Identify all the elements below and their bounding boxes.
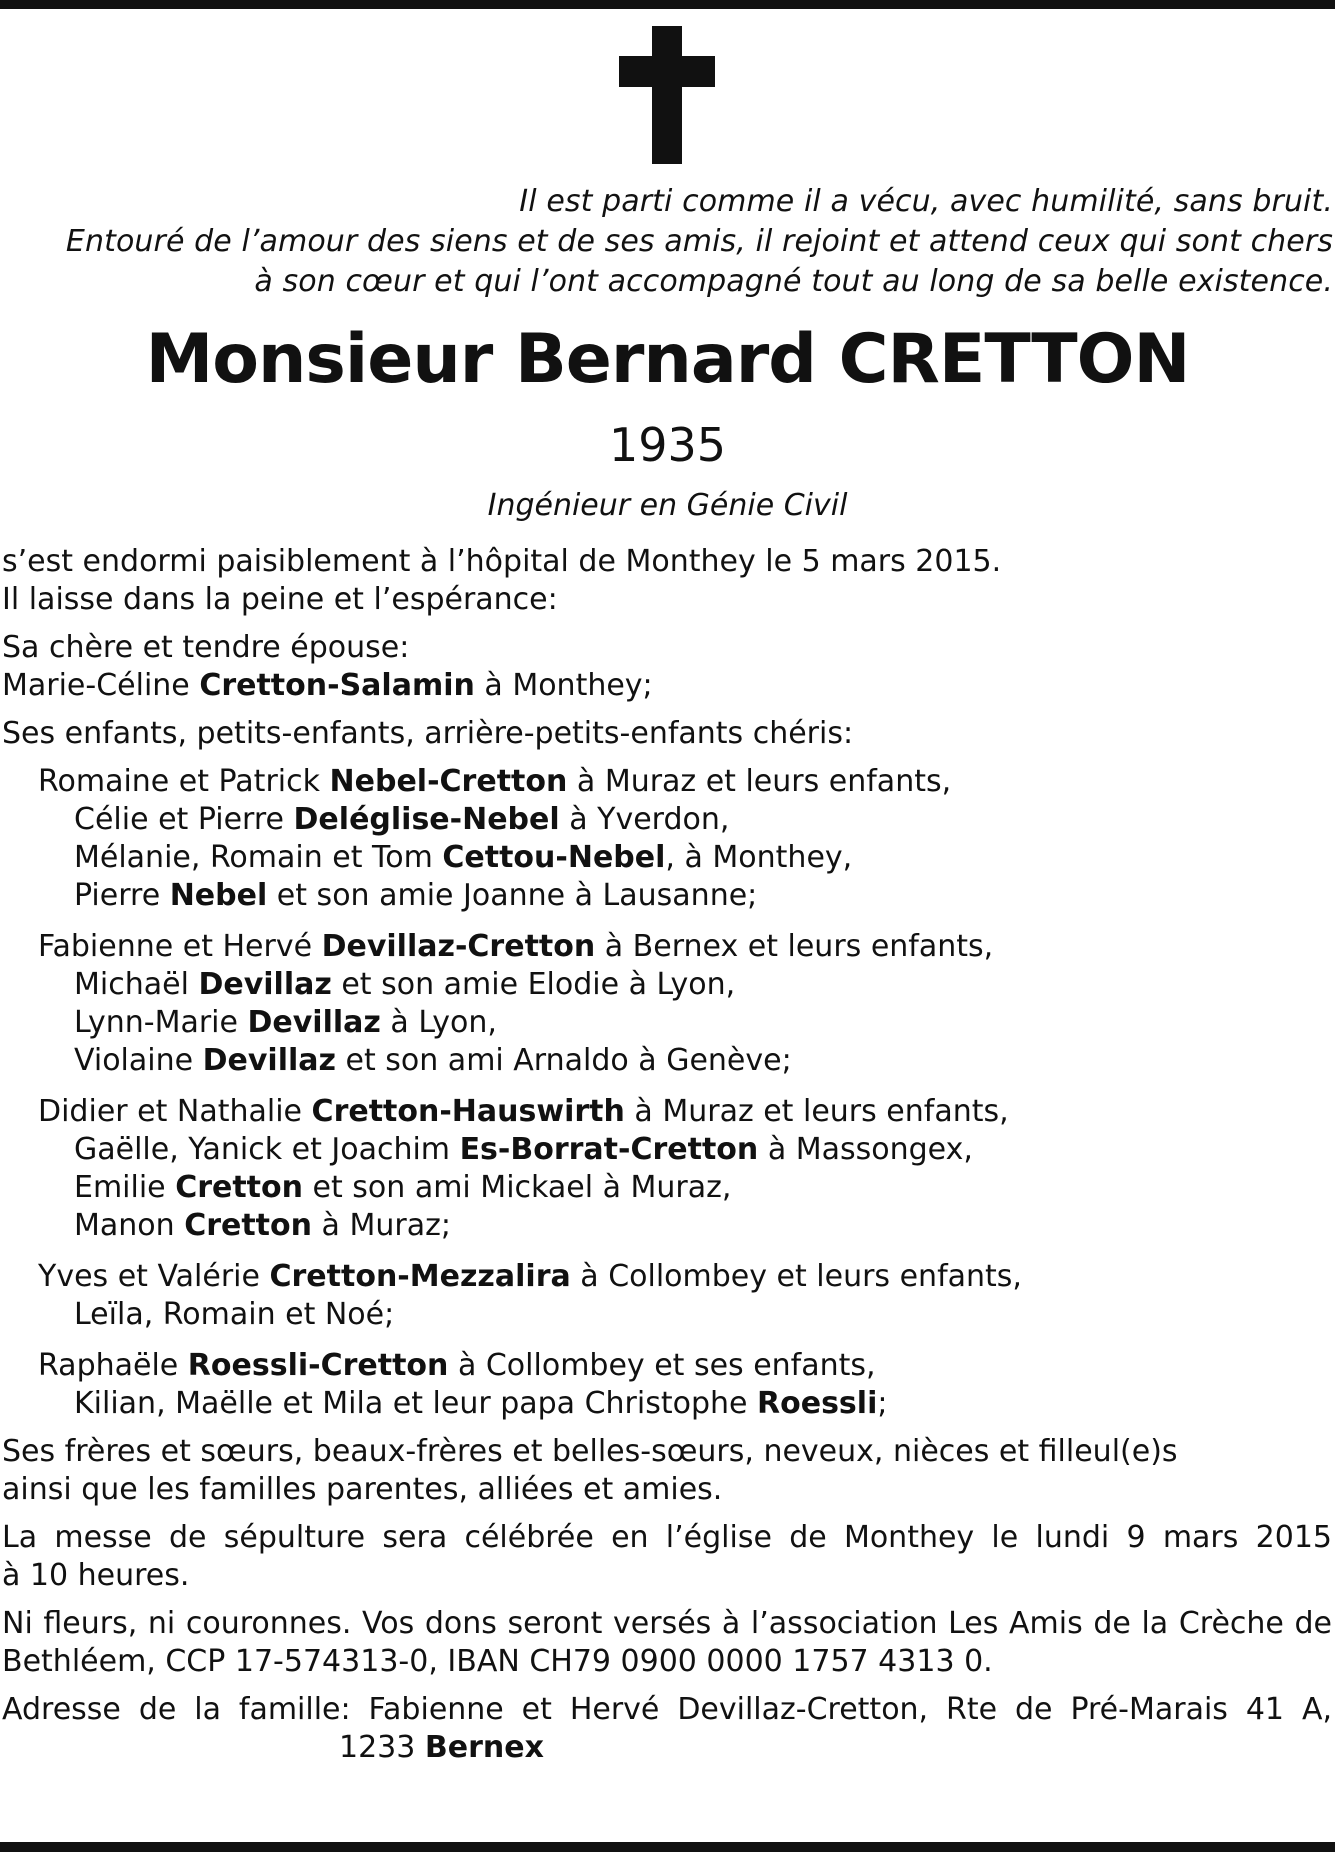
mass-line: à 10 heures. [2,1558,190,1593]
family-member-line: Michaël Devillaz et son amie Elodie à Lyon, [74,967,736,1002]
family-head-line: Romaine et Patrick Nebel-Cretton à Muraz et leurs enfants, [38,764,952,799]
children-heading: Ses enfants, petits-enfants, arrière-petits-enfants chéris: [2,716,854,751]
donations-section [2,1605,1332,1681]
family-member-line: Lynn-Marie Devillaz à Lyon, [74,1005,497,1040]
epigraph-line: Entouré de l’amour des siens et de ses amis, il rejoint et attend ceux qui sont chers [65,224,1333,259]
mass-section [2,1519,1332,1595]
family-member-line: Célie et Pierre Deléglise-Nebel à Yverdon, [74,802,730,837]
family-group [2,1347,1332,1423]
siblings-line: Ses frères et sœurs, beaux-frères et belles-sœurs, neveux, nièces et filleul(e)s [2,1434,1178,1469]
profession: Ingénieur en Génie Civil [487,488,848,523]
top-rule [0,0,1335,9]
siblings-section [2,1433,1332,1509]
address-section [2,1691,1332,1767]
intro [2,543,1332,619]
family-member-line: Kilian, Maëlle et Mila et leur papa Christophe Roessli; [74,1386,888,1421]
epigraph [13,182,1333,302]
deceased-name: Monsieur Bernard CRETTON [145,320,1190,399]
siblings-line: ainsi que les familles parentes, alliées et amies. [2,1472,723,1507]
family-group [2,1093,1332,1245]
intro-line: s’est endormi paisiblement à l’hôpital de Monthey le 5 mars 2015. [2,544,1002,579]
family-head-line: Yves et Valérie Cretton-Mezzalira à Collombey et leurs enfants, [38,1259,1022,1294]
donations-line: Ni fleurs, ni couronnes. Vos dons seront versés à l’association Les Amis de la Crèche de [2,1606,1332,1641]
cross-icon [619,26,715,164]
family-member-line: Manon Cretton à Muraz; [74,1208,451,1243]
birth-year: 1935 [608,418,727,472]
address-line: Adresse de la famille: Fabienne et Hervé Devillaz-Cretton, Rte de Pré-Marais 41 A, [2,1692,1332,1727]
notice-body [2,543,1332,1767]
epigraph-line: à son cœur et qui l’ont accompagné tout au long de sa belle existence. [254,264,1333,299]
family-member-line: Violaine Devillaz et son ami Arnaldo à Genève; [74,1043,792,1078]
family-head-line: Raphaële Roessli-Cretton à Collombey et ses enfants, [38,1348,876,1383]
family-member-line: Leïla, Romain et Noé; [74,1297,395,1332]
family-member-line: Pierre Nebel et son amie Joanne à Lausanne; [74,878,758,913]
mass-line: La messe de sépulture sera célébrée en l’église de Monthey le lundi 9 mars 2015 [2,1520,1332,1555]
family-member-line: Gaëlle, Yanick et Joachim Es-Borrat-Cretton à Massongex, [74,1132,973,1167]
family-group [2,928,1332,1080]
address-line: 1233 Bernex [339,1730,544,1765]
family-group [2,1258,1332,1334]
spouse-section [2,629,1332,705]
family-member-line: Mélanie, Romain et Tom Cettou-Nebel, à Monthey, [74,840,853,875]
family-member-line: Emilie Cretton et son ami Mickael à Muraz, [74,1170,732,1205]
donations-line: Bethléem, CCP 17-574313-0, IBAN CH79 0900 0000 1757 4313 0. [2,1644,993,1679]
epigraph-line: Il est parti comme il a vécu, avec humilité, sans bruit. [519,184,1333,219]
spouse-heading: Sa chère et tendre épouse: [2,630,410,665]
family-group [2,763,1332,915]
intro-line: Il laisse dans la peine et l’espérance: [2,582,558,617]
bottom-rule [0,1842,1335,1852]
family-head-line: Fabienne et Hervé Devillaz-Cretton à Bernex et leurs enfants, [38,929,994,964]
spouse-line: Marie-Céline Cretton-Salamin à Monthey; [2,668,653,703]
family-head-line: Didier et Nathalie Cretton-Hauswirth à Muraz et leurs enfants, [38,1094,1009,1129]
family-list [2,763,1332,1423]
